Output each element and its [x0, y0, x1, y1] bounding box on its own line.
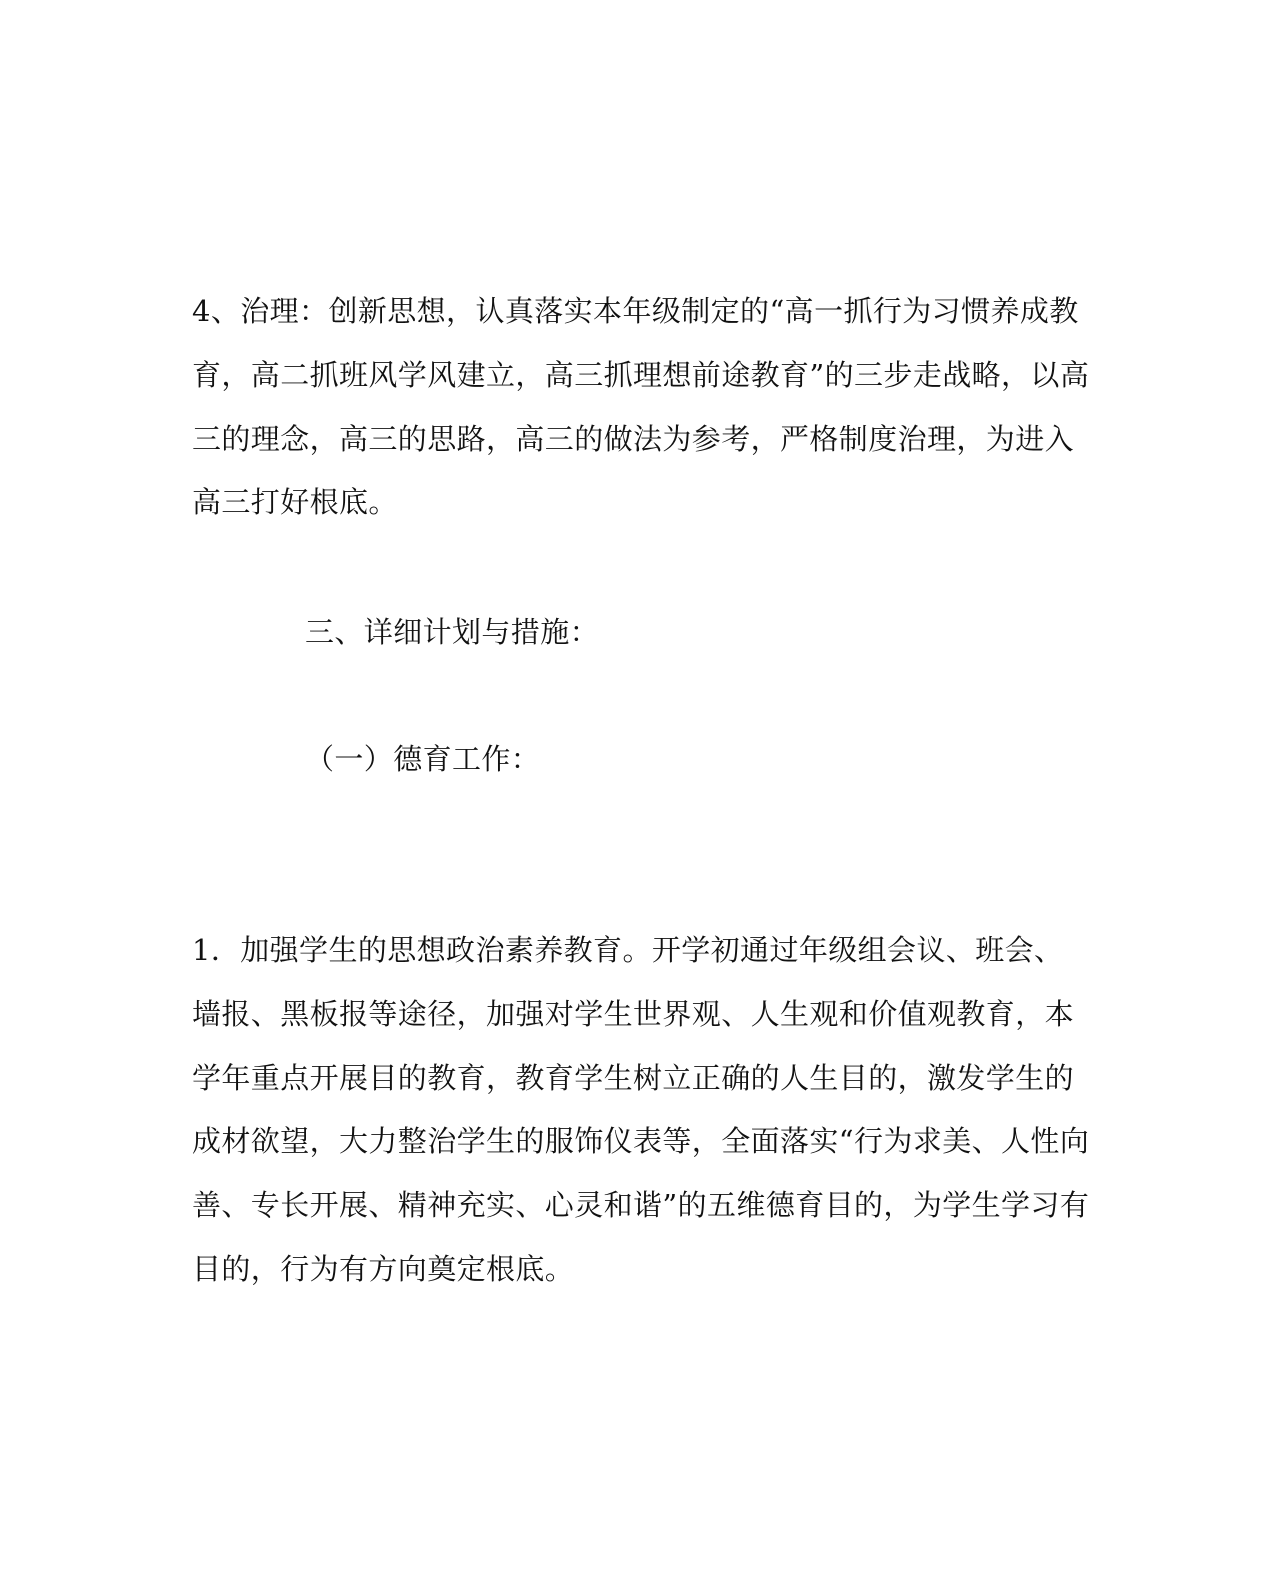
- paragraph-line: 目的，行为有方向奠定根底。: [192, 1252, 575, 1286]
- paragraph-line: 三的理念，高三的思路，高三的做法为参考，严格制度治理，为进入: [192, 422, 1075, 456]
- section-heading: 三、详细计划与措施：: [305, 615, 600, 649]
- paragraph-line: 育，高二抓班风学风建立，高三抓理想前途教育”的三步走战略，以高: [192, 358, 1090, 392]
- paragraph-line: 学年重点开展目的教育，教育学生树立正确的人生目的，激发学生的: [192, 1061, 1075, 1095]
- paragraph-line: 高三打好根底。: [192, 485, 398, 519]
- paragraph-line: 成材欲望，大力整治学生的服饰仪表等，全面落实“行为求美、人性向: [192, 1124, 1090, 1158]
- subsection-heading: （一）德育工作：: [305, 742, 541, 776]
- paragraph-line: 墙报、黑板报等途径，加强对学生世界观、人生观和价值观教育，本: [192, 997, 1075, 1031]
- paragraph-line: 善、专长开展、精神充实、心灵和谐”的五维德育目的，为学生学习有: [192, 1188, 1090, 1222]
- paragraph-line: 4、治理：创新思想，认真落实本年级制定的“高一抓行为习惯养成教: [192, 294, 1079, 328]
- paragraph-line: 1．加强学生的思想政治素养教育。开学初通过年级组会议、班会、: [192, 933, 1064, 967]
